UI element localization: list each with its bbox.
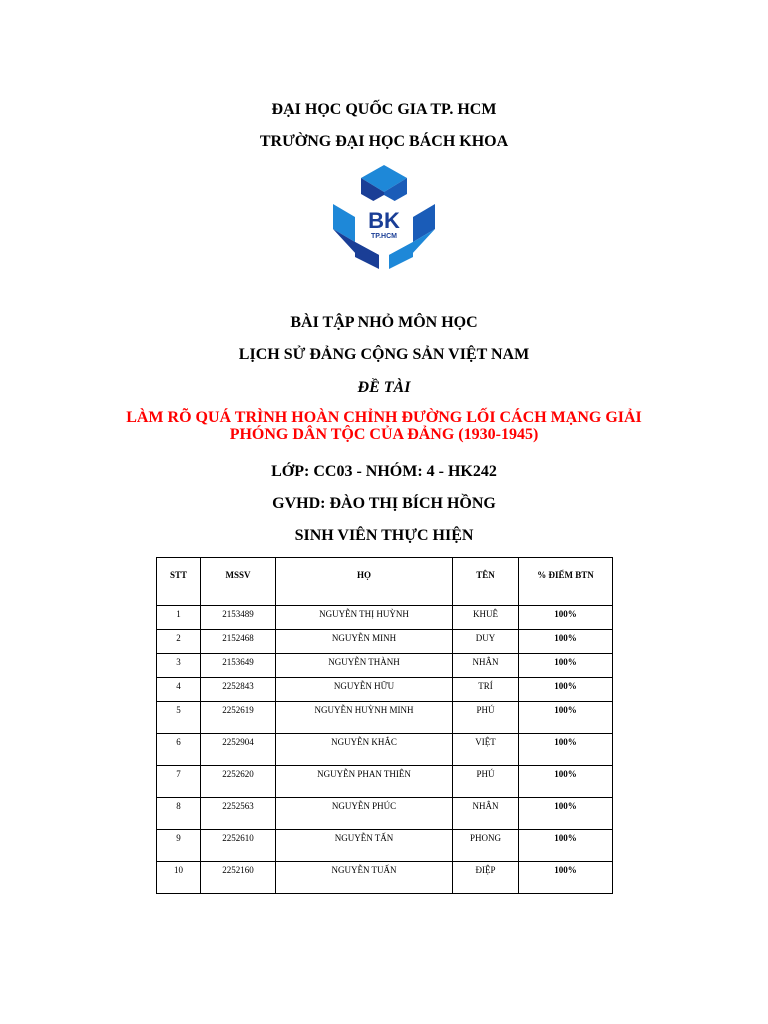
bk-logo — [333, 165, 435, 269]
class-info: LỚP: CC03 - NHÓM: 4 - HK242 — [271, 463, 497, 480]
cell-stt: 7 — [157, 766, 201, 798]
instructor: GVHD: ĐÀO THỊ BÍCH HỒNG — [272, 495, 496, 512]
subject-name: LỊCH SỬ ĐẢNG CỘNG SẢN VIỆT NAM — [238, 346, 530, 363]
cell-mssv: 2252904 — [201, 734, 276, 766]
table-row — [157, 862, 613, 894]
cell-score: 100% — [519, 606, 613, 630]
cell-stt: 10 — [157, 862, 201, 894]
table-row — [157, 630, 613, 654]
cell-ten: ĐIỆP — [453, 862, 519, 894]
topic-title-line2: PHÓNG DÂN TỘC CỦA ĐẢNG (1930-1945) — [229, 426, 539, 443]
logo-text-main: BK — [368, 208, 400, 233]
cell-score: 100% — [519, 862, 613, 894]
cell-score: 100% — [519, 630, 613, 654]
cell-ho: NGUYỄN KHẮC — [276, 734, 453, 766]
cell-stt: 5 — [157, 702, 201, 734]
table-row — [157, 734, 613, 766]
cell-ten: NHÂN — [453, 654, 519, 678]
cell-stt: 1 — [157, 606, 201, 630]
cell-ho: NGUYỄN PHÚC — [276, 798, 453, 830]
members-table — [156, 557, 613, 894]
cell-ten: VIỆT — [453, 734, 519, 766]
table-row — [157, 678, 613, 702]
topic-title-line1: LÀM RÕ QUÁ TRÌNH HOÀN CHỈNH ĐƯỜNG LỐI CÁCH MẠNG GIẢI — [126, 409, 642, 426]
topic-title — [100, 409, 668, 443]
cell-ten: KHUÊ — [453, 606, 519, 630]
cell-score: 100% — [519, 830, 613, 862]
cell-stt: 9 — [157, 830, 201, 862]
table-row — [157, 798, 613, 830]
cell-ten: NHÂN — [453, 798, 519, 830]
header-stt: STT — [157, 558, 201, 606]
header-mssv: MSSV — [201, 558, 276, 606]
cell-mssv: 2153649 — [201, 654, 276, 678]
cell-ho: NGUYỄN THỊ HUỲNH — [276, 606, 453, 630]
cell-ten: DUY — [453, 630, 519, 654]
cell-ho: NGUYỄN TẤN — [276, 830, 453, 862]
cell-stt: 8 — [157, 798, 201, 830]
cell-ho: NGUYỄN MINH — [276, 630, 453, 654]
cell-ho: NGUYỄN HỮU — [276, 678, 453, 702]
cell-ho: NGUYỄN TUẤN — [276, 862, 453, 894]
cell-score: 100% — [519, 702, 613, 734]
table-row — [157, 766, 613, 798]
cell-score: 100% — [519, 678, 613, 702]
topic-label: ĐỀ TÀI — [357, 379, 411, 396]
table-row — [157, 654, 613, 678]
cell-mssv: 2152468 — [201, 630, 276, 654]
school-name: TRƯỜNG ĐẠI HỌC BÁCH KHOA — [259, 133, 509, 150]
cell-score: 100% — [519, 766, 613, 798]
cell-stt: 2 — [157, 630, 201, 654]
header-score: % ĐIỂM BTN — [519, 558, 613, 606]
cell-ho: NGUYỄN PHAN THIÊN — [276, 766, 453, 798]
table-header-row — [157, 558, 613, 606]
cell-ten: PHONG — [453, 830, 519, 862]
cell-mssv: 2252160 — [201, 862, 276, 894]
cell-ten: TRÍ — [453, 678, 519, 702]
cell-mssv: 2252843 — [201, 678, 276, 702]
table-row — [157, 830, 613, 862]
table-row — [157, 702, 613, 734]
header-ten: TÊN — [453, 558, 519, 606]
cell-ho: NGUYỄN HUỲNH MINH — [276, 702, 453, 734]
table-row — [157, 606, 613, 630]
cell-stt: 4 — [157, 678, 201, 702]
cell-mssv: 2153489 — [201, 606, 276, 630]
cell-score: 100% — [519, 734, 613, 766]
cell-mssv: 2252620 — [201, 766, 276, 798]
header-ho: HỌ — [276, 558, 453, 606]
cell-score: 100% — [519, 798, 613, 830]
cell-ho: NGUYỄN THÀNH — [276, 654, 453, 678]
cell-mssv: 2252610 — [201, 830, 276, 862]
university-name: ĐẠI HỌC QUỐC GIA TP. HCM — [271, 101, 497, 118]
cell-ten: PHÚ — [453, 766, 519, 798]
cell-mssv: 2252619 — [201, 702, 276, 734]
cell-ten: PHÚ — [453, 702, 519, 734]
assignment-type: BÀI TẬP NHỎ MÔN HỌC — [290, 314, 478, 331]
cell-mssv: 2252563 — [201, 798, 276, 830]
logo-text-sub: TP.HCM — [371, 233, 397, 240]
cell-stt: 3 — [157, 654, 201, 678]
cell-score: 100% — [519, 654, 613, 678]
cell-stt: 6 — [157, 734, 201, 766]
students-label: SINH VIÊN THỰC HIỆN — [294, 527, 474, 544]
